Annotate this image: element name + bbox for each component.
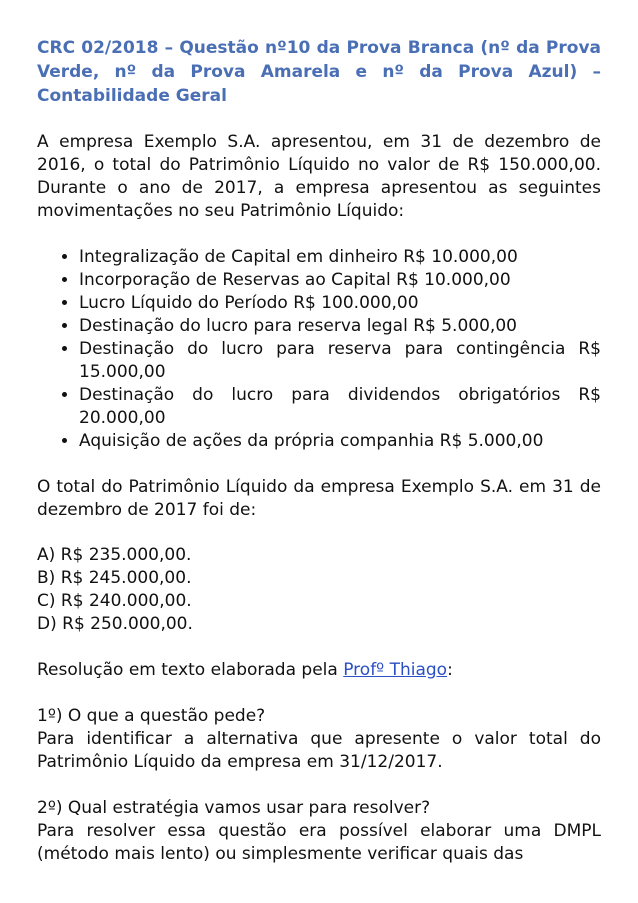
option-b: B) R$ 245.000,00.	[37, 568, 192, 588]
list-item: • Destinação do lucro para reserva legal R$ 5.000,00	[79, 315, 601, 338]
movements-list	[37, 246, 601, 453]
step1-heading: 1º) O que a questão pede?	[37, 706, 266, 726]
answer-options	[37, 544, 601, 636]
resolution-prefix: Resolução em texto elaborada pela	[37, 660, 344, 680]
list-item: • Aquisição de ações da própria companhia R$ 5.000,00	[79, 430, 601, 453]
question-paragraph: O total do Patrimônio Líquido da empresa Exemplo S.A. em 31 de dezembro de 2017 foi de:	[37, 477, 601, 520]
step2-heading: 2º) Qual estratégia vamos usar para resolver?	[37, 798, 431, 818]
list-item: • Integralização de Capital em dinheiro R$ 10.000,00	[79, 246, 601, 269]
question-title: CRC 02/2018 – Questão nº10 da Prova Branca (nº da Prova Verde, nº da Prova Amarela e nº da Prova Azul) – Contabilidade Geral	[37, 38, 601, 106]
list-item: • Destinação do lucro para reserva para contingência R$ 15.000,00	[79, 338, 601, 384]
option-a: A) R$ 235.000,00.	[37, 545, 192, 565]
list-item: • Destinação do lucro para dividendos obrigatórios R$ 20.000,00	[79, 384, 601, 430]
resolution-suffix: :	[447, 660, 453, 680]
option-d: D) R$ 250.000,00.	[37, 614, 193, 634]
option-c: C) R$ 240.000,00.	[37, 591, 192, 611]
resolution-credit	[37, 659, 601, 682]
list-item: • Lucro Líquido do Período R$ 100.000,00	[79, 292, 601, 315]
list-item: • Incorporação de Reservas ao Capital R$ 10.000,00	[79, 269, 601, 292]
intro-paragraph: A empresa Exemplo S.A. apresentou, em 31 de dezembro de 2016, o total do Patrimônio Líquido no valor de R$ 150.000,00. Durante o ano de 2017, a empresa apresentou as seguintes movimentações no seu Patrimônio Líquido:	[37, 132, 601, 221]
step1-text: Para identificar a alternativa que apresente o valor total do Patrimônio Líquido da empresa em 31/12/2017.	[37, 729, 601, 772]
step2-text: Para resolver essa questão era possível elaborar uma DMPL (método mais lento) ou simplesmente verificar quais das	[37, 821, 601, 864]
author-link[interactable]: Profº Thiago	[343, 660, 448, 680]
